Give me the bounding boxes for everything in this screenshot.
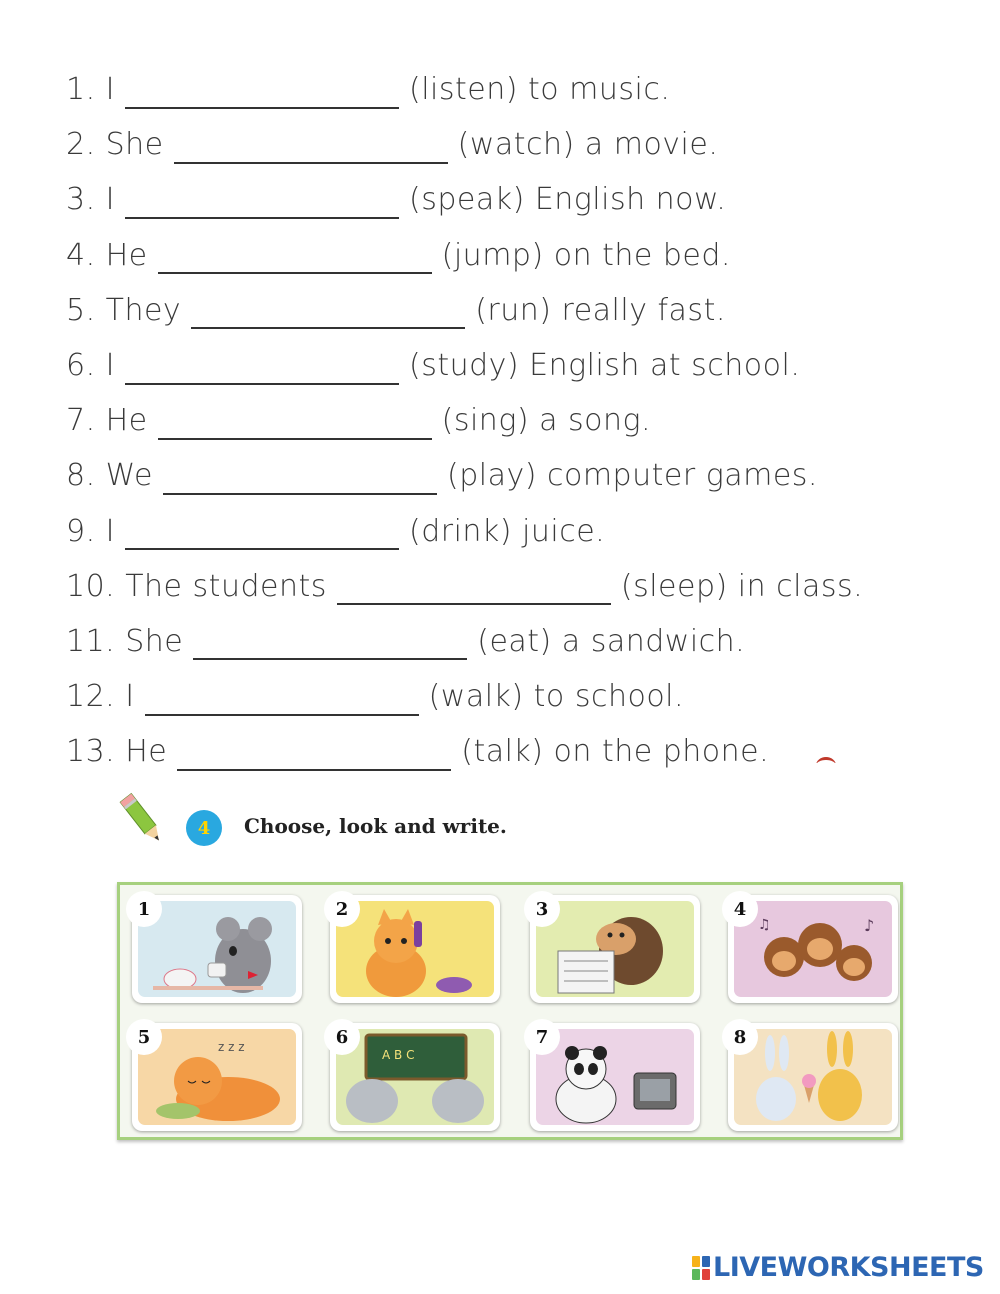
picture-number: 1 [126, 891, 162, 927]
exercise-verb-hint: (eat) [477, 623, 552, 659]
exercise-subject: I [105, 72, 115, 108]
answer-input-5[interactable] [191, 291, 465, 329]
exercise-subject: He [105, 403, 148, 439]
answer-input-2[interactable] [174, 126, 448, 164]
picture-card-3 [530, 895, 700, 1003]
answer-input-12[interactable] [145, 678, 419, 716]
liveworksheets-logo [692, 1252, 984, 1283]
exercise-subject: She [125, 623, 184, 659]
picture-card-8 [728, 1023, 898, 1131]
rabbits-eating-ice-cream-icon [734, 1029, 892, 1125]
exercise-rest: a sandwich. [561, 623, 746, 659]
picture-card-4 [728, 895, 898, 1003]
exercise-subject: I [105, 348, 115, 384]
exercise-verb-hint: (speak) [408, 182, 525, 218]
answer-input-7[interactable] [158, 402, 432, 440]
exercise-verb-hint: (play) [447, 458, 537, 494]
picture-card-1 [132, 895, 302, 1003]
exercise-rest: computer games. [546, 458, 818, 494]
exercise-verb-hint: (run) [475, 292, 552, 328]
exercise-line-9 [66, 504, 966, 559]
picture-number: 7 [524, 1019, 560, 1055]
exercise-rest: on the bed. [553, 237, 731, 273]
exercise-verb-hint: (talk) [461, 734, 544, 770]
answer-input-3[interactable] [125, 181, 399, 219]
section-title: Choose, look and write. [244, 814, 507, 838]
exercise-subject: I [125, 679, 135, 715]
exercise-rest: on the phone. [553, 734, 770, 770]
exercise-line-7 [66, 393, 966, 448]
exercise-line-10 [66, 559, 966, 614]
exercise-line-1 [66, 62, 966, 117]
exercise-number: 6. [66, 348, 96, 384]
pencil-icon [118, 790, 168, 850]
exercise-rest: a song. [539, 403, 652, 439]
exercise-subject: She [105, 127, 164, 163]
picture-card-2 [330, 895, 500, 1003]
exercise-number: 1. [66, 72, 96, 108]
exercise-verb-hint: (sleep) [620, 568, 728, 604]
exercise-line-11 [66, 614, 966, 669]
exercise-line-8 [66, 448, 966, 503]
picture-number: 8 [722, 1019, 758, 1055]
monkeys-singing-icon [734, 901, 892, 997]
exercise-verb-hint: (sing) [441, 403, 530, 439]
exercise-verb-hint: (drink) [408, 513, 512, 549]
svg-text:♫: ♫ [758, 917, 771, 933]
exercise-line-6 [66, 338, 966, 393]
answer-input-4[interactable] [158, 236, 432, 274]
red-pen-mark [816, 757, 836, 763]
logo-text: LIVEWORKSHEETS [713, 1252, 984, 1283]
picture-number: 4 [722, 891, 758, 927]
exercise-line-3 [66, 172, 966, 227]
exercise-verb-hint: (listen) [408, 72, 518, 108]
exercise-verb-hint: (study) [408, 348, 520, 384]
answer-input-1[interactable] [125, 71, 399, 109]
exercise-rest: juice. [522, 513, 606, 549]
exercise-subject: I [105, 182, 115, 218]
svg-text:♪: ♪ [864, 916, 875, 935]
elephants-at-blackboard-icon [336, 1029, 494, 1125]
exercise-line-4 [66, 228, 966, 283]
exercise-subject: The students [125, 568, 327, 604]
panda-watching-tv-icon [536, 1029, 694, 1125]
mouse-drinking-tea-icon [138, 901, 296, 997]
section-header [118, 790, 618, 860]
exercise-number: 8. [66, 458, 96, 494]
tiger-sleeping-icon [138, 1029, 296, 1125]
exercise-subject: I [105, 513, 115, 549]
svg-text:A B C: A B C [382, 1048, 415, 1062]
picture-card-6 [330, 1023, 500, 1131]
exercise-line-13 [66, 724, 966, 779]
exercise-list [66, 62, 966, 779]
exercise-rest: to school. [533, 679, 685, 715]
exercise-rest: English now. [534, 182, 727, 218]
exercise-rest: a movie. [584, 127, 719, 163]
answer-input-13[interactable] [177, 733, 451, 771]
exercise-number: 9. [66, 513, 96, 549]
exercise-number: 11. [66, 623, 116, 659]
picture-number: 5 [126, 1019, 162, 1055]
exercise-rest: in class. [737, 568, 864, 604]
picture-number: 2 [324, 891, 360, 927]
answer-input-6[interactable] [125, 347, 399, 385]
exercise-rest: really fast. [561, 292, 726, 328]
answer-input-8[interactable] [163, 457, 437, 495]
exercise-number: 13. [66, 734, 116, 770]
picture-card-7 [530, 1023, 700, 1131]
exercise-number: 7. [66, 403, 96, 439]
picture-card-5 [132, 1023, 302, 1131]
picture-number: 3 [524, 891, 560, 927]
answer-input-10[interactable] [337, 567, 611, 605]
svg-text:z z z: z z z [218, 1040, 245, 1054]
exercise-verb-hint: (walk) [428, 679, 524, 715]
picture-number: 6 [324, 1019, 360, 1055]
exercise-line-5 [66, 283, 966, 338]
exercise-subject: We [105, 458, 153, 494]
exercise-rest: to music. [527, 72, 671, 108]
exercise-rest: English at school. [529, 348, 801, 384]
exercise-number: 10. [66, 568, 116, 604]
exercise-line-2 [66, 117, 966, 172]
picture-panel [117, 882, 903, 1140]
section-number-badge: 4 [186, 810, 222, 846]
logo-mark-icon [692, 1256, 710, 1280]
monkey-reading-newspaper-icon [536, 901, 694, 997]
exercise-subject: He [105, 237, 148, 273]
exercise-subject: He [125, 734, 168, 770]
answer-input-9[interactable] [125, 512, 399, 550]
exercise-subject: They [105, 292, 182, 328]
answer-input-11[interactable] [193, 622, 467, 660]
exercise-number: 3. [66, 182, 96, 218]
exercise-number: 5. [66, 292, 96, 328]
exercise-number: 4. [66, 237, 96, 273]
exercise-verb-hint: (watch) [457, 127, 575, 163]
exercise-verb-hint: (jump) [441, 237, 544, 273]
exercise-number: 12. [66, 679, 116, 715]
exercise-line-12 [66, 669, 966, 724]
exercise-number: 2. [66, 127, 96, 163]
cat-on-phone-icon [336, 901, 494, 997]
